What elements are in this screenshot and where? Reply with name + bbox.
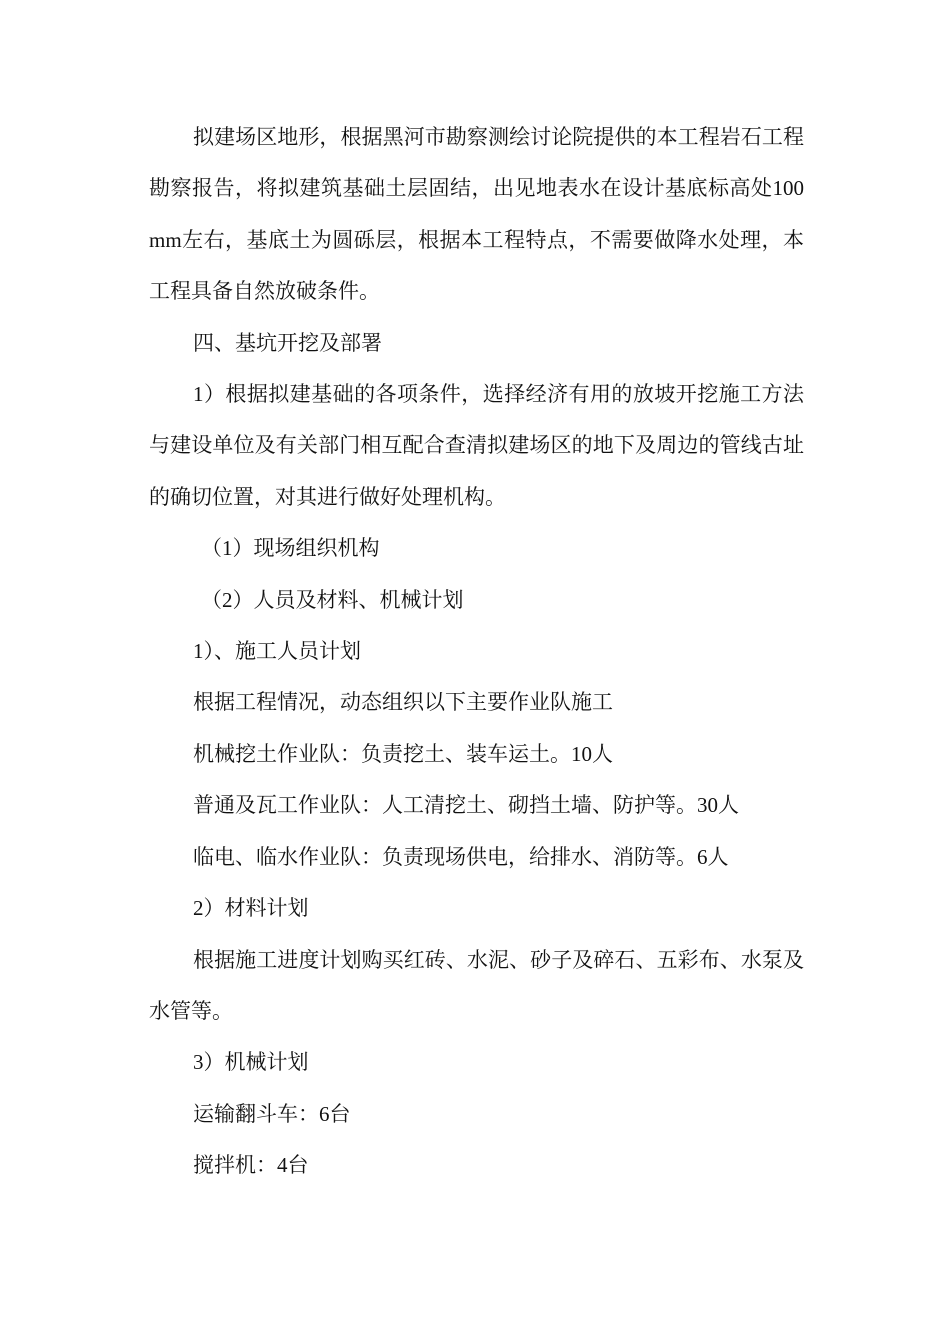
- subheading-personnel-plan: 1）、施工人员计划: [193, 639, 361, 664]
- list-item-mixers: 搅拌机：4台: [193, 1153, 309, 1178]
- document-body: [149, 112, 804, 1192]
- paragraph-excavation-method: 1）根据拟建基础的各项条件，选择经济有用的放坡开挖施工方法与建设单位及有关部门相互配合查清拟建场区的地下及周边的管线古址的确切位置，对其进行做好处理机构。: [149, 382, 804, 509]
- paragraph-material-purchase: 根据施工进度计划购买红砖、水泥、砂子及碎石、五彩布、水泵及水管等。: [149, 947, 804, 1023]
- subheading-personnel-materials-machinery: （2）人员及材料、机械计划: [201, 587, 464, 612]
- paragraph-site-terrain: 拟建场区地形，根据黑河市勘察测绘讨论院提供的本工程岩石工程勘察报告，将拟建筑基础土层固结，出见地表水在设计基底标高处100mm左右，基底土为圆砾层，根据本工程特点，不需要做降水处理，本工程具备自然放破条件。: [149, 125, 804, 304]
- list-item-dump-trucks: 运输翻斗车：6台: [193, 1101, 351, 1126]
- section-heading-excavation: 四、基坑开挖及部署: [193, 330, 382, 355]
- subheading-site-organization: （1）现场组织机构: [201, 536, 380, 561]
- list-item-general-masonry-team: 普通及瓦工作业队：人工清挖土、砌挡土墙、防护等。30人: [193, 793, 739, 818]
- subheading-machinery-plan: 3）机械计划: [193, 1050, 309, 1075]
- subheading-material-plan: 2）材料计划: [193, 896, 309, 921]
- list-item-machine-excavation-team: 机械挖土作业队：负责挖土、装车运土。10人: [193, 741, 613, 766]
- paragraph-team-organization: 根据工程情况，动态组织以下主要作业队施工: [193, 690, 613, 715]
- list-item-temporary-power-water-team: 临电、临水作业队：负责现场供电，给排水、消防等。6人: [193, 844, 729, 869]
